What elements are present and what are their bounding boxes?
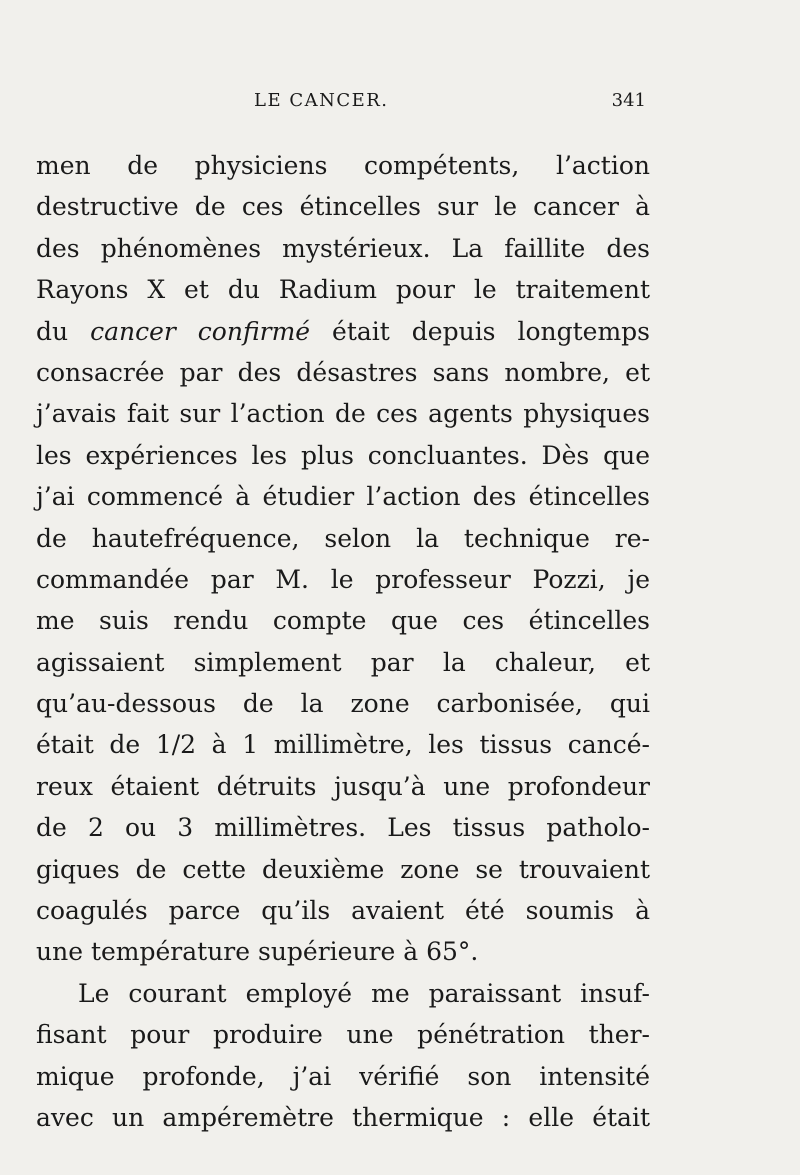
text-line: Rayons X et du Radium pour le traitement bbox=[36, 275, 650, 305]
running-head: LE CANCER. bbox=[254, 90, 389, 111]
text-line: giques de cette deuxième zone se trouvaient bbox=[36, 854, 650, 884]
text-line: agissaient simplement par la chaleur, et bbox=[36, 647, 650, 677]
text-line: de hautefréquence, selon la technique re- bbox=[36, 523, 650, 553]
text-line: les expériences les plus concluantes. Dès que bbox=[36, 440, 650, 470]
text-line: qu’au-dessous de la zone carbonisée, qui bbox=[36, 689, 650, 719]
text-line bbox=[36, 311, 650, 352]
text-line: était de 1/2 à 1 millimètre, les tissus cancé- bbox=[36, 730, 650, 760]
italic-text: cancer confirmé bbox=[90, 316, 311, 346]
text-line: reux étaient détruits jusqu’à une profondeur bbox=[36, 771, 650, 801]
text-line: consacrée par des désastres sans nombre, et bbox=[36, 357, 650, 387]
text-line: de 2 ou 3 millimètres. Les tissus patholo- bbox=[36, 813, 650, 843]
text-line: commandée par M. le professeur Pozzi, je bbox=[36, 564, 650, 594]
text-line: avec un ampéremètre thermique : elle était bbox=[36, 1102, 650, 1132]
text-line: coagulés parce qu’ils avaient été soumis à bbox=[36, 896, 650, 926]
text-line: men de physiciens compétents, l’action bbox=[36, 151, 650, 180]
page-number: 341 bbox=[611, 90, 646, 111]
paragraph-1 bbox=[36, 145, 650, 973]
text-line: me suis rendu compte que ces étincelles bbox=[36, 606, 650, 636]
text-run: du bbox=[36, 316, 91, 346]
text-line: destructive de ces étincelles sur le cancer à bbox=[36, 192, 650, 222]
page-header bbox=[254, 90, 646, 120]
text-line: Le courant employé me paraissant insuf- bbox=[78, 978, 650, 1008]
text-line: j’avais fait sur l’action de ces agents physiques bbox=[36, 399, 650, 429]
text-line: une température supérieure à 65°. bbox=[36, 937, 479, 967]
text-line: j’ai commencé à étudier l’action des étincelles bbox=[36, 482, 650, 512]
text-line: fisant pour produire une pénétration ther- bbox=[36, 1020, 650, 1050]
text-line: des phénomènes mystérieux. La faillite des bbox=[36, 233, 650, 263]
text-run: était depuis longtemps bbox=[310, 316, 651, 346]
paragraph-2 bbox=[36, 973, 650, 1139]
text-line: mique profonde, j’ai vérifié son intensité bbox=[36, 1061, 650, 1091]
body-text bbox=[36, 145, 650, 1138]
